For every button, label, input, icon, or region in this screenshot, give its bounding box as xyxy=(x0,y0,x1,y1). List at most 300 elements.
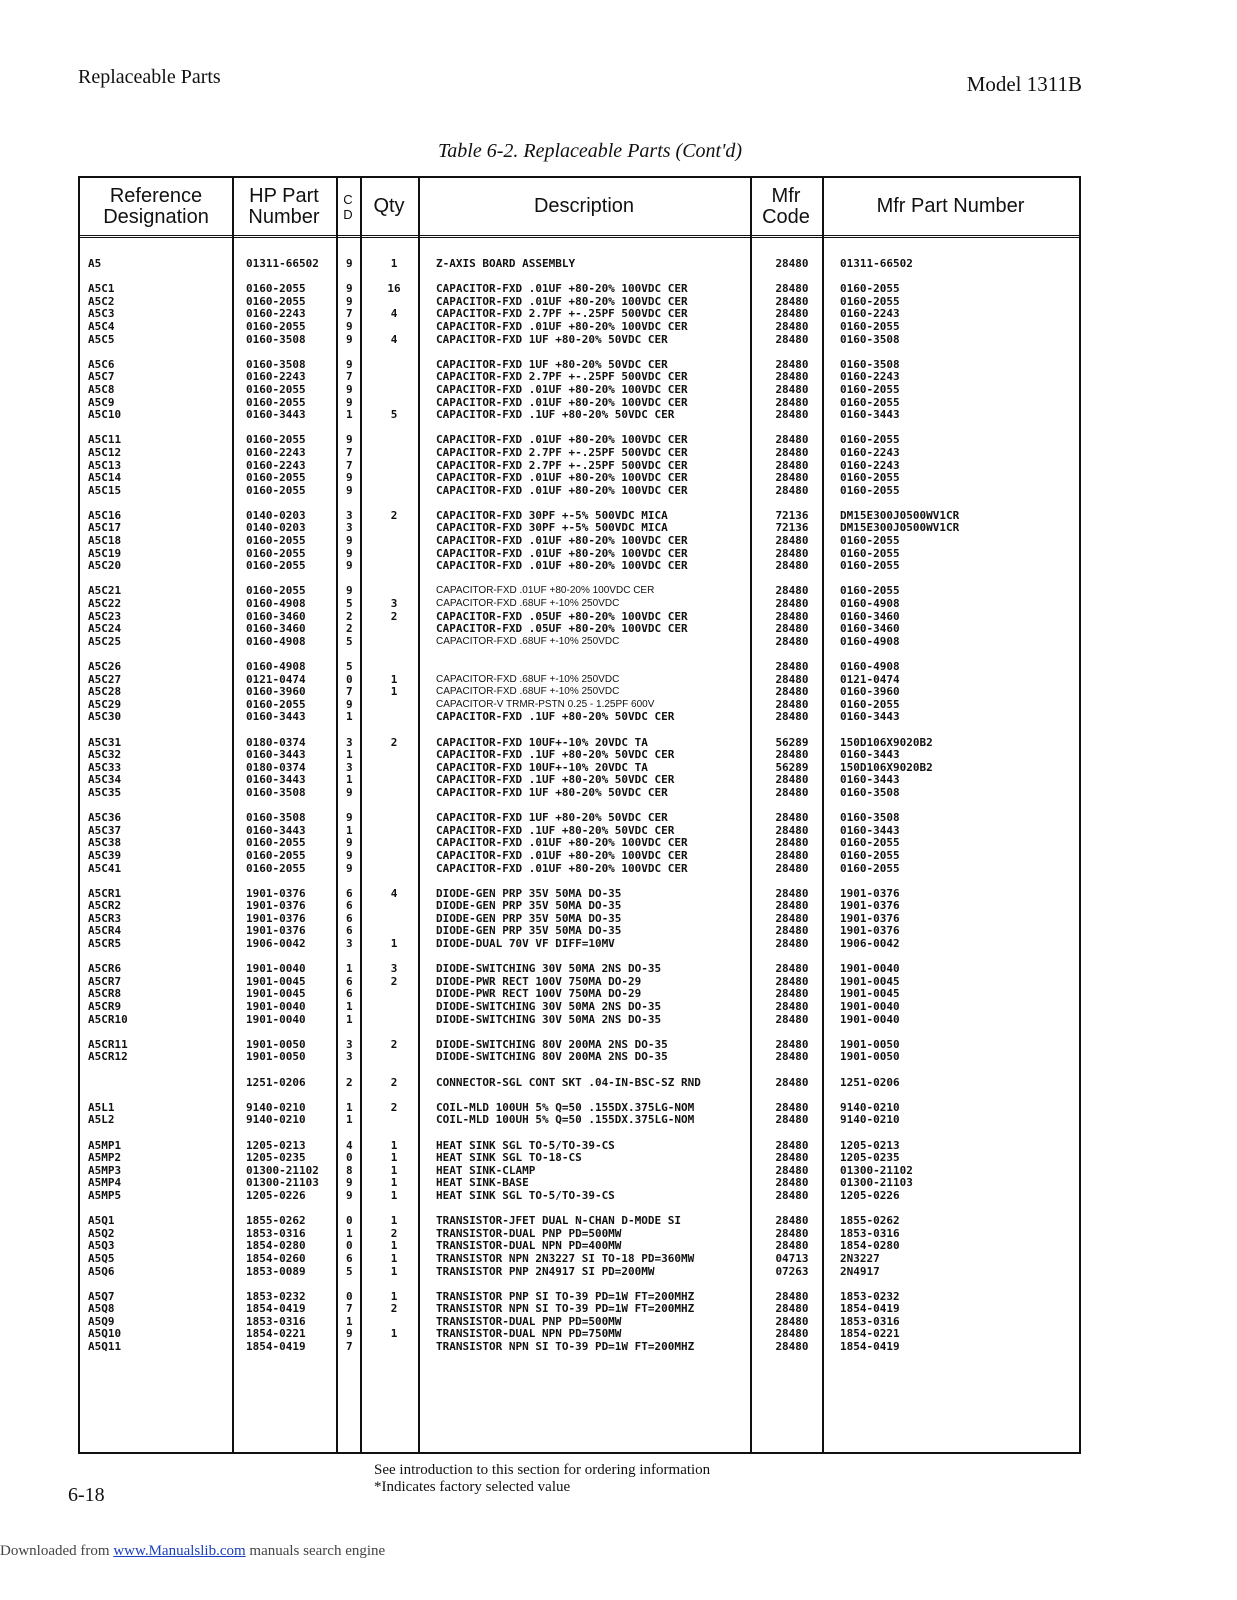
mfr-part-number: 0160-2055 xyxy=(840,836,900,850)
table-row xyxy=(80,283,1079,296)
description: CAPACITOR-FXD 30PF +-5% 500VDC MICA xyxy=(436,508,668,522)
table-row xyxy=(80,749,1079,762)
ref-designation: A5CR8 xyxy=(88,987,122,1001)
hp-part-number: 0160-3508 xyxy=(246,332,306,346)
hp-part-number: 0160-3508 xyxy=(246,357,306,371)
ref-designation: A5C16 xyxy=(88,508,122,522)
qty: 1 xyxy=(390,1163,398,1177)
qty: 16 xyxy=(387,282,401,296)
cd-digit: 3 xyxy=(346,1050,353,1064)
hp-part-number: 0160-3460 xyxy=(246,609,306,623)
cd-digit: 2 xyxy=(346,1075,353,1089)
mfr-code: 28480 xyxy=(775,886,809,900)
mfr-part-number: 1901-0040 xyxy=(840,962,900,976)
description: CAPACITOR-FXD .01UF +80-20% 100VDC CER xyxy=(436,546,688,560)
table-caption: Table 6-2. Replaceable Parts (Cont'd) xyxy=(437,140,743,162)
mfr-part-number: 0160-2055 xyxy=(840,433,900,447)
qty: 2 xyxy=(390,1075,398,1089)
ref-designation: A5C13 xyxy=(88,458,122,472)
ref-designation: A5C2 xyxy=(88,294,115,308)
hp-part-number: 1901-0040 xyxy=(246,1000,306,1014)
mfr-code: 56289 xyxy=(775,760,809,774)
description: TRANSISTOR PNP 2N4917 SI PD=200MW xyxy=(436,1264,655,1278)
qty: 1 xyxy=(390,1264,398,1278)
row-group xyxy=(80,812,1079,875)
table-row xyxy=(80,1001,1079,1014)
ref-designation: A5L1 xyxy=(88,1100,115,1114)
hp-part-number: 0160-2243 xyxy=(246,307,306,321)
hp-part-number: 1901-0050 xyxy=(246,1037,306,1051)
hp-part-number: 01311-66502 xyxy=(246,257,319,270)
mfr-code: 28480 xyxy=(775,634,809,648)
row-group xyxy=(80,963,1079,1026)
description: CAPACITOR-FXD .01UF +80-20% 100VDC CER xyxy=(436,861,688,875)
qty: 5 xyxy=(390,408,398,422)
ref-designation: A5C39 xyxy=(88,848,122,862)
cd-digit: 9 xyxy=(346,534,353,548)
table-row xyxy=(80,1215,1079,1228)
table-row xyxy=(80,1077,1079,1090)
mfr-code: 28480 xyxy=(775,559,809,573)
cd-digit: 9 xyxy=(346,294,353,308)
mfr-code: 28480 xyxy=(775,622,809,636)
hp-part-number: 0160-2055 xyxy=(246,294,306,308)
table-row xyxy=(80,787,1079,800)
mfr-code: 28480 xyxy=(775,357,809,371)
mfr-code: 28480 xyxy=(775,282,809,296)
mfr-part-number: 1251-0206 xyxy=(840,1075,900,1089)
hp-part-number: 0160-2055 xyxy=(246,483,306,497)
table-row xyxy=(80,1253,1079,1266)
hp-part-number: 1901-0376 xyxy=(246,886,306,900)
table-row xyxy=(80,585,1079,598)
hp-part-number: 0160-4908 xyxy=(246,660,306,673)
mfr-code: 28480 xyxy=(775,433,809,447)
hp-part-number: 0160-3460 xyxy=(246,622,306,636)
ref-designation: A5MP3 xyxy=(88,1163,122,1177)
cd-digit: 1 xyxy=(346,773,353,787)
mfr-code: 28480 xyxy=(775,1075,809,1089)
mfr-code: 28480 xyxy=(775,672,809,686)
ref-designation: A5C7 xyxy=(88,370,115,384)
ref-designation: A5C31 xyxy=(88,735,122,749)
table-row xyxy=(80,686,1079,699)
mfr-code: 56289 xyxy=(775,735,809,749)
description: TRANSISTOR-DUAL NPN PD=750MW xyxy=(436,1327,622,1341)
table-row xyxy=(80,560,1079,573)
qty: 1 xyxy=(390,1176,398,1190)
hp-part-number: 9140-0210 xyxy=(246,1113,306,1127)
description: CAPACITOR-FXD .01UF +80-20% 100VDC CER xyxy=(436,282,688,296)
download-note: Downloaded from www.Manualslib.com manuals search engine xyxy=(0,1543,386,1559)
mfr-code: 28480 xyxy=(775,911,809,925)
row-group xyxy=(80,888,1079,951)
cd-digit: 0 xyxy=(346,1151,353,1165)
hp-part-number: 0160-2055 xyxy=(246,861,306,875)
hp-part-number: 0160-2055 xyxy=(246,319,306,333)
qty: 2 xyxy=(390,508,398,522)
mfr-code: 28480 xyxy=(775,748,809,762)
mfr-code: 28480 xyxy=(775,534,809,548)
hp-part-number: 1901-0376 xyxy=(246,899,306,913)
mfr-code: 28480 xyxy=(775,1340,809,1354)
ref-designation: A5CR6 xyxy=(88,962,122,976)
mfr-code: 28480 xyxy=(775,811,809,825)
ref-designation: A5CR4 xyxy=(88,924,122,938)
description: HEAT SINK-BASE xyxy=(436,1176,529,1190)
cd-digit: 6 xyxy=(346,1251,353,1265)
description: CAPACITOR-FXD .1UF +80-20% 50VDC CER xyxy=(436,710,675,724)
mfr-part-number: 1901-0040 xyxy=(840,1012,900,1026)
ref-designation: A5Q10 xyxy=(88,1327,122,1341)
mfr-code: 28480 xyxy=(775,1163,809,1177)
description: TRANSISTOR NPN SI TO-39 PD=1W FT=200MHZ xyxy=(436,1302,695,1316)
description: TRANSISTOR-DUAL NPN PD=400MW xyxy=(436,1239,622,1253)
ref-designation: A5C33 xyxy=(88,760,122,774)
cd-digit: 3 xyxy=(346,521,353,535)
hp-part-number: 1855-0262 xyxy=(246,1214,306,1228)
ref-designation: A5 xyxy=(88,257,102,270)
mfr-code: 28480 xyxy=(775,584,809,598)
description: CAPACITOR-FXD .68UF +-10% 250VDC xyxy=(436,673,620,685)
description: DIODE-SWITCHING 30V 50MA 2NS DO-35 xyxy=(436,1000,662,1014)
mfr-code: 72136 xyxy=(775,508,809,522)
mfr-part-number: 0160-3443 xyxy=(840,408,900,422)
mfr-code: 28480 xyxy=(775,1012,809,1026)
description: CAPACITOR-FXD .68UF +-10% 250VDC xyxy=(436,635,620,647)
description: HEAT SINK SGL TO-5/TO-39-CS xyxy=(436,1188,615,1202)
cd-digit: 7 xyxy=(346,370,353,384)
mfr-part-number: 9140-0210 xyxy=(840,1100,900,1114)
qty: 4 xyxy=(390,332,398,346)
mfr-code: 28480 xyxy=(775,1037,809,1051)
cd-digit: 1 xyxy=(346,748,353,762)
row-group xyxy=(80,434,1079,497)
ref-designation: A5C19 xyxy=(88,546,122,560)
description: DIODE-SWITCHING 80V 200MA 2NS DO-35 xyxy=(436,1050,668,1064)
description: COIL-MLD 100UH 5% Q=50 .155DX.375LG-NOM xyxy=(436,1100,695,1114)
mfr-part-number: 1853-0232 xyxy=(840,1289,900,1303)
qty: 1 xyxy=(390,1214,398,1228)
mfr-code: 28480 xyxy=(775,597,809,611)
row-group xyxy=(80,1102,1079,1127)
qty: 1 xyxy=(390,1239,398,1253)
qty: 3 xyxy=(390,962,398,976)
mfr-code: 28480 xyxy=(775,710,809,724)
hp-part-number: 1853-0316 xyxy=(246,1226,306,1240)
table-row xyxy=(80,636,1079,649)
cd-digit: 7 xyxy=(346,685,353,699)
cd-digit: 1 xyxy=(346,1000,353,1014)
mfr-part-number: 2N3227 xyxy=(840,1251,880,1265)
mfr-code: 28480 xyxy=(775,1138,809,1152)
qty: 1 xyxy=(390,672,398,686)
cd-digit: 6 xyxy=(346,974,353,988)
mfr-part-number: 9140-0210 xyxy=(840,1113,900,1127)
hp-part-number: 0160-2243 xyxy=(246,458,306,472)
description: CAPACITOR-FXD .01UF +80-20% 100VDC CER xyxy=(436,848,688,862)
ref-designation: A5CR7 xyxy=(88,974,122,988)
ref-designation: A5C28 xyxy=(88,685,122,699)
cd-digit: 9 xyxy=(346,861,353,875)
hp-part-number: 1205-0235 xyxy=(246,1151,306,1165)
parts-table xyxy=(78,176,1081,1454)
table-row xyxy=(80,447,1079,460)
table-row xyxy=(80,900,1079,913)
mfr-part-number: 1853-0316 xyxy=(840,1226,900,1240)
header-rule xyxy=(80,235,1079,238)
cd-digit: 9 xyxy=(346,433,353,447)
cd-digit: 1 xyxy=(346,1012,353,1026)
mfr-part-number: 0160-2243 xyxy=(840,370,900,384)
description: DIODE-GEN PRP 35V 50MA DO-35 xyxy=(436,899,622,913)
cd-digit: 1 xyxy=(346,962,353,976)
cd-digit: 6 xyxy=(346,886,353,900)
cd-digit: 6 xyxy=(346,899,353,913)
ref-designation: A5CR2 xyxy=(88,899,122,913)
row-group xyxy=(80,283,1079,346)
mfr-part-number: 1854-0419 xyxy=(840,1340,900,1354)
hp-part-number: 0180-0374 xyxy=(246,760,306,774)
ref-designation: A5C36 xyxy=(88,811,122,825)
table-row xyxy=(80,1303,1079,1316)
cd-digit: 1 xyxy=(346,823,353,837)
qty: 2 xyxy=(390,1302,398,1316)
row-group xyxy=(80,737,1079,800)
table-row xyxy=(80,711,1079,724)
mfr-code: 28480 xyxy=(775,408,809,422)
mfr-code: 28480 xyxy=(775,1151,809,1165)
cd-digit: 2 xyxy=(346,609,353,623)
cd-digit: 9 xyxy=(346,1327,353,1341)
ref-designation: A5C10 xyxy=(88,408,122,422)
table-row xyxy=(80,661,1079,674)
mfr-code: 28480 xyxy=(775,1050,809,1064)
ref-designation: A5Q2 xyxy=(88,1226,115,1240)
hp-part-number: 0160-3443 xyxy=(246,710,306,724)
hp-part-number: 0160-2055 xyxy=(246,382,306,396)
hp-part-number: 0160-3443 xyxy=(246,773,306,787)
hp-part-number: 0160-2055 xyxy=(246,282,306,296)
mfr-part-number: 0160-3508 xyxy=(840,357,900,371)
mfr-part-number: 01300-21103 xyxy=(840,1176,913,1190)
cd-digit: 9 xyxy=(346,382,353,396)
table-row xyxy=(80,1114,1079,1127)
description: CAPACITOR-FXD 10UF+-10% 20VDC TA xyxy=(436,735,648,749)
table-row xyxy=(80,1190,1079,1203)
table-row xyxy=(80,472,1079,485)
mfr-code: 28480 xyxy=(775,937,809,951)
hp-part-number: 0121-0474 xyxy=(246,672,306,686)
mfr-part-number: 0160-2055 xyxy=(840,584,900,598)
cd-digit: 5 xyxy=(346,1264,353,1278)
ref-designation: A5L2 xyxy=(88,1113,115,1127)
description: CAPACITOR-FXD .01UF +80-20% 100VDC CER xyxy=(436,395,688,409)
ref-designation: A5C22 xyxy=(88,597,122,611)
mfr-part-number: 0160-2243 xyxy=(840,458,900,472)
mfr-code: 28480 xyxy=(775,257,809,270)
description: CAPACITOR-FXD .1UF +80-20% 50VDC CER xyxy=(436,773,675,787)
cd-digit: 0 xyxy=(346,1289,353,1303)
row-group xyxy=(80,585,1079,648)
description: DIODE-PWR RECT 100V 750MA DO-29 xyxy=(436,974,642,988)
hp-part-number: 0160-4908 xyxy=(246,634,306,648)
table-row xyxy=(80,963,1079,976)
mfr-part-number: 0160-2055 xyxy=(840,395,900,409)
mfr-code: 28480 xyxy=(775,1327,809,1341)
description: CAPACITOR-FXD 1UF +80-20% 50VDC CER xyxy=(436,332,668,346)
cd-digit: 9 xyxy=(346,584,353,598)
ref-designation: A5CR1 xyxy=(88,886,122,900)
description: CAPACITOR-FXD .68UF +-10% 250VDC xyxy=(436,598,620,610)
hp-part-number: 0160-2055 xyxy=(246,471,306,485)
header-mfr-part-number: Mfr Part Number xyxy=(876,195,1025,217)
hp-part-number: 0160-2055 xyxy=(246,433,306,447)
mfr-code: 28480 xyxy=(775,307,809,321)
mfr-code: 28480 xyxy=(775,445,809,459)
description: CAPACITOR-FXD 10UF+-10% 20VDC TA xyxy=(436,760,648,774)
table-row xyxy=(80,409,1079,422)
mfr-part-number: 0160-2055 xyxy=(840,546,900,560)
hp-part-number: 1901-0045 xyxy=(246,974,306,988)
ref-designation: A5C37 xyxy=(88,823,122,837)
mfr-code: 28480 xyxy=(775,471,809,485)
ref-designation: A5CR9 xyxy=(88,1000,122,1014)
ref-designation: A5CR11 xyxy=(88,1037,128,1051)
hp-part-number: 1854-0280 xyxy=(246,1239,306,1253)
ref-designation: A5CR12 xyxy=(88,1050,128,1064)
mfr-code: 28480 xyxy=(775,1188,809,1202)
ref-designation: A5C26 xyxy=(88,660,122,673)
description: COIL-MLD 100UH 5% Q=50 .155DX.375LG-NOM xyxy=(436,1113,695,1127)
cd-digit: 9 xyxy=(346,471,353,485)
mfr-part-number: 1854-0221 xyxy=(840,1327,900,1341)
description: CAPACITOR-FXD .01UF +80-20% 100VDC CER xyxy=(436,471,688,485)
qty: 2 xyxy=(390,735,398,749)
mfr-code: 28480 xyxy=(775,1239,809,1253)
description: CAPACITOR-FXD .01UF +80-20% 100VDC CER xyxy=(436,836,688,850)
mfr-part-number: 0160-2055 xyxy=(840,861,900,875)
mfr-code: 28480 xyxy=(775,1113,809,1127)
hp-part-number: 0160-2243 xyxy=(246,370,306,384)
mfr-code: 28480 xyxy=(775,483,809,497)
table-row xyxy=(80,1165,1079,1178)
description: CAPACITOR-FXD 2.7PF +-.25PF 500VDC CER xyxy=(436,445,688,459)
row-group xyxy=(80,359,1079,422)
mfr-code: 28480 xyxy=(775,836,809,850)
cd-digit: 2 xyxy=(346,622,353,636)
description: CAPACITOR-FXD .05UF +80-20% 100VDC CER xyxy=(436,609,688,623)
ref-designation: A5C14 xyxy=(88,471,122,485)
table-body xyxy=(80,258,1079,1366)
qty: 1 xyxy=(390,1188,398,1202)
mfr-part-number: 0160-2055 xyxy=(840,471,900,485)
description: DIODE-SWITCHING 80V 200MA 2NS DO-35 xyxy=(436,1037,668,1051)
ref-designation: A5C15 xyxy=(88,483,122,497)
description: CAPACITOR-FXD 1UF +80-20% 50VDC CER xyxy=(436,811,668,825)
description: CAPACITOR-FXD .1UF +80-20% 50VDC CER xyxy=(436,748,675,762)
hp-part-number: 0160-2055 xyxy=(246,848,306,862)
mfr-code: 28480 xyxy=(775,332,809,346)
cd-digit: 6 xyxy=(346,987,353,1001)
mfr-part-number: 0160-3508 xyxy=(840,811,900,825)
description: HEAT SINK SGL TO-18-CS xyxy=(436,1151,582,1165)
hp-part-number: 0160-3960 xyxy=(246,685,306,699)
cd-digit: 4 xyxy=(346,1138,353,1152)
cd-digit: 9 xyxy=(346,848,353,862)
hp-part-number: 0160-3508 xyxy=(246,785,306,799)
mfr-code: 28480 xyxy=(775,1100,809,1114)
table-row xyxy=(80,863,1079,876)
mfr-code: 28480 xyxy=(775,974,809,988)
hp-part-number: 0180-0374 xyxy=(246,735,306,749)
table-row xyxy=(80,938,1079,951)
hp-part-number: 1901-0045 xyxy=(246,987,306,1001)
cd-digit: 9 xyxy=(346,257,353,270)
ref-designation: A5MP1 xyxy=(88,1138,122,1152)
mfr-code: 28480 xyxy=(775,962,809,976)
mfr-part-number: 1205-0213 xyxy=(840,1138,900,1152)
hp-part-number: 0160-2055 xyxy=(246,584,306,598)
description: DIODE-SWITCHING 30V 50MA 2NS DO-35 xyxy=(436,1012,662,1026)
mfr-part-number: 1901-0050 xyxy=(840,1050,900,1064)
mfr-code: 28480 xyxy=(775,848,809,862)
hp-part-number: 0160-2055 xyxy=(246,836,306,850)
description: CAPACITOR-FXD .68UF +-10% 250VDC xyxy=(436,686,620,698)
table-row xyxy=(80,623,1079,636)
mfr-part-number: 0160-2055 xyxy=(840,697,900,711)
table-row xyxy=(80,598,1079,611)
description: TRANSISTOR-DUAL PNP PD=500MW xyxy=(436,1226,622,1240)
mfr-code: 28480 xyxy=(775,294,809,308)
ref-designation: A5C1 xyxy=(88,282,115,296)
model-label: Model 1311B xyxy=(966,72,1082,96)
table-row xyxy=(80,535,1079,548)
ref-designation: A5Q6 xyxy=(88,1264,115,1278)
manualslib-link[interactable]: www.Manualslib.com xyxy=(113,1543,246,1559)
description: CAPACITOR-FXD .01UF +80-20% 100VDC CER xyxy=(436,559,688,573)
mfr-part-number: 1906-0042 xyxy=(840,937,900,951)
mfr-code: 28480 xyxy=(775,609,809,623)
cd-digit: 9 xyxy=(346,697,353,711)
hp-part-number: 1853-0232 xyxy=(246,1289,306,1303)
mfr-code: 28480 xyxy=(775,319,809,333)
mfr-code: 72136 xyxy=(775,521,809,535)
row-group xyxy=(80,1039,1079,1064)
description: TRANSISTOR PNP SI TO-39 PD=1W FT=200MHZ xyxy=(436,1289,695,1303)
mfr-part-number: 0160-2055 xyxy=(840,282,900,296)
description: CAPACITOR-FXD .01UF +80-20% 100VDC CER xyxy=(436,319,688,333)
mfr-part-number: DM15E300J0500WV1CR xyxy=(840,521,960,535)
hp-part-number: 1901-0040 xyxy=(246,1012,306,1026)
qty: 1 xyxy=(390,937,398,951)
ref-designation: A5C11 xyxy=(88,433,122,447)
mfr-part-number: 0160-4908 xyxy=(840,634,900,648)
mfr-code: 28480 xyxy=(775,785,809,799)
mfr-code: 28480 xyxy=(775,1226,809,1240)
mfr-code: 28480 xyxy=(775,1176,809,1190)
ref-designation: A5CR5 xyxy=(88,937,122,951)
ref-designation: A5C34 xyxy=(88,773,122,787)
ref-designation: A5Q1 xyxy=(88,1214,115,1228)
mfr-part-number: 0160-2055 xyxy=(840,382,900,396)
hp-part-number: 0160-3508 xyxy=(246,811,306,825)
cd-digit: 0 xyxy=(346,1239,353,1253)
ref-designation: A5Q9 xyxy=(88,1314,115,1328)
ref-designation: A5C24 xyxy=(88,622,122,636)
hp-part-number: 1205-0226 xyxy=(246,1188,306,1202)
hp-part-number: 1901-0050 xyxy=(246,1050,306,1064)
